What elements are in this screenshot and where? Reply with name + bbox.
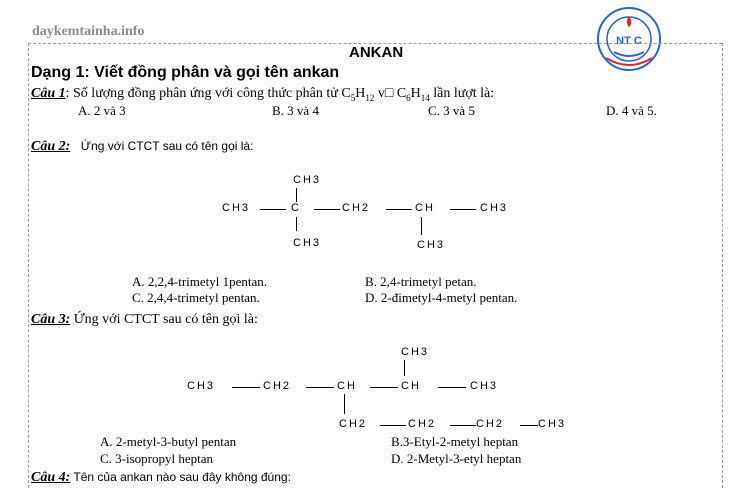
q3-option-c[interactable]: C. 3-isopropyl heptan xyxy=(100,451,214,466)
q3-bond-4 xyxy=(438,387,466,388)
q3-option-b[interactable]: B.3-Etyl-2-metyl heptan xyxy=(391,434,519,449)
q1-box-glyph: □ xyxy=(384,86,394,101)
q3-ch3-top: CH3 xyxy=(401,346,430,358)
q3-bond-5 xyxy=(380,425,406,426)
q2-ch2: CH2 xyxy=(342,202,371,214)
q2-c: C xyxy=(291,202,301,214)
q2-bond-down-2 xyxy=(421,217,422,235)
q3-ch2: CH2 xyxy=(263,380,292,392)
q1-option-c[interactable]: C. 3 và 5 xyxy=(428,103,475,118)
q3-bottom-2: CH2 xyxy=(408,418,437,430)
q2-option-b[interactable]: B. 2,4-trimetyl petan. xyxy=(365,274,477,289)
q2-option-c[interactable]: C. 2,4,4-trimetyl pentan. xyxy=(132,290,260,305)
q2-ch3-sub: CH3 xyxy=(417,239,446,251)
question-3-label: Câu 3: xyxy=(31,312,71,327)
q2-ch3-top: CH3 xyxy=(293,174,322,186)
q1-sub-2: 12 xyxy=(365,92,375,103)
q3-bond-2 xyxy=(306,387,334,388)
q3-bottom-1: CH2 xyxy=(339,418,368,430)
q3-bond-down xyxy=(344,394,345,414)
q3-ch-2: CH xyxy=(401,380,421,392)
question-1-text-a: : Số lượng đồng phân ứng với công thức phân tử C xyxy=(65,86,351,101)
page-border-left xyxy=(28,43,29,488)
question-1-text-b: lần lượt là: xyxy=(429,86,495,101)
q3-option-a[interactable]: A. 2-metyl-3-butyl pentan xyxy=(100,434,237,449)
q1-sym-3: H xyxy=(410,86,421,101)
question-2-label: Câu 2: xyxy=(31,139,71,154)
q3-bond-up xyxy=(404,360,405,376)
question-2 xyxy=(31,139,253,155)
q3-option-d[interactable]: D. 2-Metyl-3-etyl heptan xyxy=(391,451,522,466)
logo-text: NT C xyxy=(616,35,642,47)
q1-sym-1: H xyxy=(355,86,366,101)
q2-option-d[interactable]: D. 2-đimetyl-4-metyl pentan. xyxy=(365,290,518,305)
page-title: ANKAN xyxy=(349,44,404,61)
q3-bottom-3: CH2 xyxy=(476,418,505,430)
question-3 xyxy=(31,312,258,328)
q1-sub-4: 14 xyxy=(420,92,430,103)
q3-ch3-right: CH3 xyxy=(470,380,499,392)
q1-sym-2: C xyxy=(393,86,407,101)
question-4-label: Câu 4: xyxy=(31,470,71,485)
q1-option-b[interactable]: B. 3 và 4 xyxy=(272,103,319,118)
q3-bond-7 xyxy=(520,425,538,426)
q1-sub-1: 5 xyxy=(350,92,356,103)
q2-bond-down-1 xyxy=(296,217,297,231)
question-4-text: Tên của ankan nào sau đây không đúng: xyxy=(70,470,291,484)
q3-bottom-4: CH3 xyxy=(538,418,567,430)
section-title: Dạng 1: Viết đồng phân và gọi tên ankan xyxy=(31,64,340,81)
q3-ch-1: CH xyxy=(337,380,357,392)
question-4 xyxy=(31,470,291,486)
q1-option-a[interactable]: A. 2 và 3 xyxy=(78,103,126,118)
q2-bond-1 xyxy=(260,209,286,210)
question-3-text: Ứng với CTCT sau có tên gọi là: xyxy=(70,312,258,327)
watermark: daykemtainha.info xyxy=(32,24,145,39)
q2-bond-4 xyxy=(450,209,476,210)
logo xyxy=(596,6,662,72)
q3-bond-3 xyxy=(370,387,398,388)
question-1 xyxy=(31,86,494,103)
q2-bond-up xyxy=(296,188,297,202)
q2-ch: CH xyxy=(415,202,435,214)
q3-ch3-left: CH3 xyxy=(187,380,216,392)
q1-mid: v xyxy=(374,86,385,101)
page-border-right xyxy=(722,43,723,488)
q1-sub-3: 6 xyxy=(406,92,411,103)
q2-ch3-left: CH3 xyxy=(222,202,251,214)
q3-bond-6 xyxy=(450,425,476,426)
q2-ch3-bottom: CH3 xyxy=(293,237,322,249)
question-1-label: Câu 1 xyxy=(31,86,66,101)
q1-option-d[interactable]: D. 4 và 5. xyxy=(606,103,657,118)
q2-ch3-right: CH3 xyxy=(480,202,509,214)
question-2-text: Ứng với CTCT sau có tên gọi là: xyxy=(80,139,254,153)
q2-bond-3 xyxy=(386,209,412,210)
q2-option-a[interactable]: A. 2,2,4-trimetyl 1pentan. xyxy=(132,274,268,289)
q3-bond-1 xyxy=(232,387,260,388)
q2-bond-2 xyxy=(314,209,340,210)
logo-emblem-icon xyxy=(596,6,662,72)
